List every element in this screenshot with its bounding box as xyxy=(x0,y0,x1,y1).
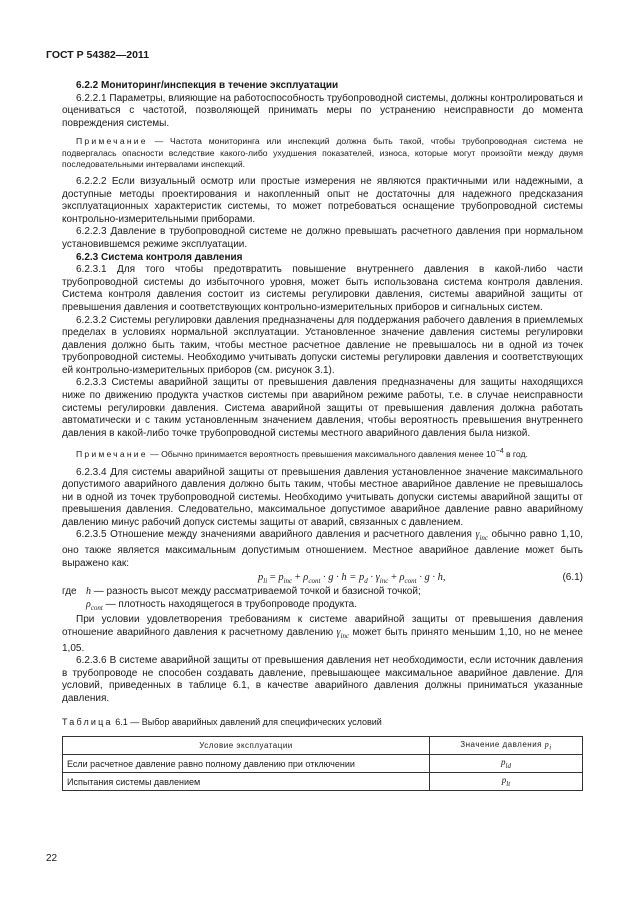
condition-cell: Испытания системы давлением xyxy=(63,773,430,791)
paragraph-6-2-2-1: 6.2.2.1 Параметры, влияющие на работоспособность трубопроводной системы, должны контролироваться и оцениваться с частотой, позволяющей принимать меры по устранению неисправности до момента повреждения системы. xyxy=(62,92,583,129)
pressure-table xyxy=(62,736,583,791)
note-1 xyxy=(62,136,583,170)
table-caption: Таблица 6.1 — Выбор аварийных давлений для специфических условий xyxy=(62,716,382,727)
formula-expression: $p_{li} = p_{inc} + \rho_{cont} \cdot g \cdot h = p_d \cdot \gamma_{inc} + \rho_{cont} \cdot g \cdot h$, xyxy=(258,572,446,586)
condition-cell: Если расчетное давление равно полному давлению при отключении xyxy=(63,755,430,773)
col-pressure-value: Значение давления $p_i$ xyxy=(430,737,583,755)
table-row xyxy=(63,755,583,773)
note-label: Примечание xyxy=(76,449,148,460)
where-rho: $\rho_{cont}$ — плотность находящегося в трубопроводе продукта. xyxy=(86,598,358,612)
note-tail: в год. xyxy=(503,449,528,460)
formula-6-1 xyxy=(62,570,583,586)
paragraph-6-2-3-2: 6.2.3.2 Системы регулировки давления предназначены для поддержания рабочего давления в приемлемых пределах в условиях нормальной эксплуатации. Установленное значение давления системы регулировки давления должно быть таким, чтобы местное расчетное давление не превышалось ни в одной из точек трубопроводной системы. Необходимо учитывать допуски системы регулировки давления и соответствующих ей контрольно-измерительных приборов (см. рисунок 3.1). xyxy=(62,314,583,376)
pressure-cell: $p_{ld}$ xyxy=(430,755,583,773)
paragraph-6-2-3-5-cont: При условии удовлетворения требованиям к системе аварийной защиты от превышения давления отношение аварийного давления к расчетному давлению $\gamma_{inc}$ может быть принято меньшим 1,10, но не менее 1,05. xyxy=(62,614,583,654)
col-condition: Условие эксплуатации xyxy=(63,737,430,755)
note-2 xyxy=(62,446,583,460)
where-h: где h — разность высот между рассматриваемой точкой и базисной точкой; xyxy=(62,586,421,598)
paragraph-6-2-3-4: 6.2.3.4 Для системы аварийной защиты от превышения давления установленное значение максимального допустимого аварийного давления должно быть таким, чтобы местное аварийное давление не превышалось ни в одной из точек трубопроводной системы. Необходимо учитывать допуски системы аварийной защиты от превышения давления. Следовательно, максимальное допустимое аварийное давление равно аварийному давлению минус рабочий допуск системы защиты от аварий, связанных с давлением. xyxy=(62,466,583,528)
note-text: — Обычно принимается вероятность превышения максимального давления менее 10 xyxy=(147,449,496,460)
paragraph-6-2-2-2: 6.2.2.2 Если визуальный осмотр или простые измерения не являются практичными или надежными, а доступные методы проектирования и накопленный опыт не достаточны для надежного предсказания эксплуатационных характеристик системы, то может потребоваться оснащение трубопроводной системы контрольно-измерительными приборами. xyxy=(62,175,583,225)
paragraph-6-2-3-6: 6.2.3.6 В системе аварийной защиты от превышения давления нет необходимости, если источник давления в трубопроводе не способен создавать давление, превышающее максимальное аварийное давление. Для условий, приведенных в таблице 6.1, в качестве аварийного давления должны приниматься указанные давления. xyxy=(62,655,583,705)
paragraph-6-2-2-3: 6.2.2.3 Давление в трубопроводной системе не должно превышать расчетного давления при нормальном установившемся режиме эксплуатации. xyxy=(62,226,583,250)
formula-number: (6.1) xyxy=(562,572,583,584)
table-header-row xyxy=(63,737,583,755)
paragraph-6-2-3-3: 6.2.3.3 Системы аварийной защиты от превышения давления предназначены для защиты находящихся ниже по движению продукта участков системы при аварийном режиме работы, т.е. в случае неисправности системы регулировки давления. Система аварийной защиты от превышения давления должна работать автоматически и с таким установленным значением давления, чтобы вероятность превышения внутреннего давления в какой-либо точке трубопроводной системы местного аварийного давления была низкой. xyxy=(62,377,583,439)
page-number: 22 xyxy=(46,853,58,864)
note-label: Примечание xyxy=(76,136,148,147)
note-text: — Частота мониторинга или инспекций должна быть такой, чтобы трубопроводная система не подвергалась опасности вследствие какого-либо ухудшения показателей, износа, которые могут произойти между двумя последовательными интервалами инспекций. xyxy=(62,136,583,169)
document-header: ГОСТ Р 54382—2011 xyxy=(46,49,150,61)
section-heading-6-2-2: 6.2.2 Мониторинг/инспекция в течение эксплуатации xyxy=(76,80,339,91)
paragraph-6-2-3-5: 6.2.3.5 Отношение между значениями аварийного давления и расчетного давления $\gamma_{inc}$ обычно равно 1,10, оно также является максимальным допустимым отношением. Местное аварийное давление может быть выражено как: xyxy=(62,529,583,569)
table-row xyxy=(63,773,583,791)
section-heading-6-2-3: 6.2.3 Система контроля давления xyxy=(76,251,243,263)
note-exponent: −4 xyxy=(495,448,504,456)
page-content xyxy=(62,80,583,791)
pressure-cell: $p_{lt}$ xyxy=(430,773,583,791)
paragraph-6-2-3-1: 6.2.3.1 Для того чтобы предотвратить повышение внутреннего давления в какой-либо части трубопроводной системы до избыточного уровня, может быть использована система контроля давления. Система контроля давления состоит из системы регулировки давления, системы аварийной защиты от превышения давления и соответствующих контрольно-измерительных приборов и сигнальных систем. xyxy=(62,264,583,313)
